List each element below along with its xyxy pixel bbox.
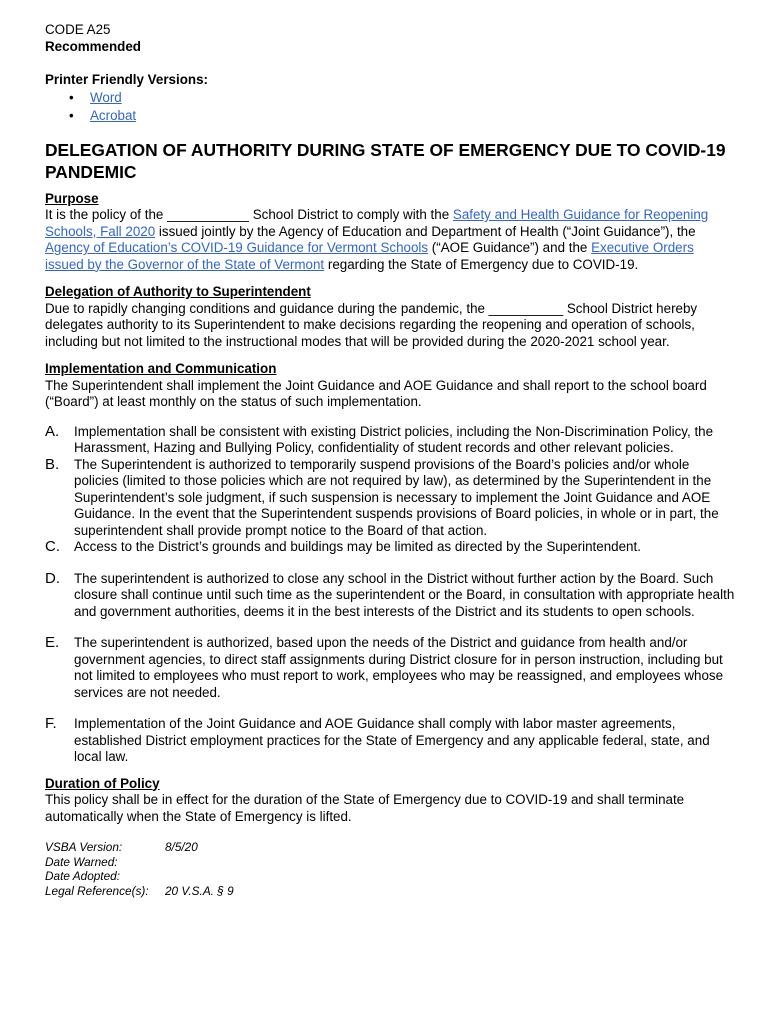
purpose-text-part: regarding the State of Emergency due to COVID-19. [324,256,639,272]
item-letter: A. [45,422,60,440]
list-item [45,635,735,701]
item-letter: C. [45,538,60,555]
implementation-items [45,424,735,766]
delegation-section [45,284,735,350]
item-text: Implementation shall be consistent with existing District policies, including the Non-Discrimination Policy, the Harassment, Hazing and Bullying Policy, confidentiality of student records and other relevant policies. [74,423,714,455]
list-item [90,107,735,125]
printer-friendly-list [45,89,735,125]
duration-text: This policy shall be in effect for the duration of the State of Emergency due to COVID-19 and shall terminate automatically when the State of Emergency is lifted. [45,792,685,824]
item-text: The Superintendent is authorized to temporarily suspend provisions of the Board’s policies and/or whole policies (limited to those policies which are not required by law), as determined by the Superintendent in the Superintendent’s sole judgment, if such suspension is necessary to implement the Joint Guidance and AOE Guidance. In the event that the Superintendent suspends provisions of Board policies, in whole or in part, the superintendent shall provide prompt notice to the Board of that action. [74,456,719,538]
acrobat-link[interactable]: Acrobat [90,107,137,123]
item-letter: D. [45,569,60,587]
implementation-section [45,361,735,766]
delegation-heading: Delegation of Authority to Superintendent [45,284,311,299]
safety-health-guidance-link[interactable]: Safety and Health Guidance for Reopening Schools, Fall 2020 [45,207,709,239]
page-title: DELEGATION OF AUTHORITY DURING STATE OF EMERGENCY DUE TO COVID-19 PANDEMIC [45,139,726,182]
item-letter: B. [45,455,60,473]
executive-orders-link[interactable]: Executive Orders issued by the Governor of the State of Vermont [45,240,694,272]
purpose-heading: Purpose [45,190,99,206]
meta-label: Date Warned: [45,854,118,869]
item-text: The superintendent is authorized, based upon the needs of the District and guidance from health and/or government agencies, to direct staff assignments during District closure for in person instruction, including but not limited to employees who must report to work, employees who may be reassigned, and employees whose services are not needed. [74,635,724,700]
meta-row [45,840,735,855]
meta-label: Date Adopted: [45,869,120,883]
item-text: The superintendent is authorized to close any school in the District without further action by the Board. Such closure shall continue until such time as the superintendent or the Board, in consultation with appropriate health and government authorities, deems it in the best interests of the District and its students to open schools. [74,570,735,619]
item-text: Access to the District’s grounds and buildings may be limited as directed by the Superintendent. [74,539,641,554]
item-letter: F. [45,715,57,732]
policy-metadata [45,840,735,898]
item-text: Implementation of the Joint Guidance and AOE Guidance shall comply with labor master agreements, established District employment practices for the State of Emergency and any applicable federal, state, and local law. [74,716,710,764]
meta-row [45,855,735,870]
duration-section [45,776,735,826]
implementation-heading: Implementation and Communication [45,361,277,376]
list-item [45,457,735,540]
policy-code: CODE A25 [45,22,111,37]
meta-label: VSBA Version: [45,840,123,854]
word-link[interactable]: Word [90,89,122,105]
meta-row [45,869,735,884]
purpose-section [45,191,735,274]
meta-value: 20 V.S.A. § 9 [165,883,234,898]
list-item [45,539,735,556]
list-item [45,424,735,457]
item-letter: E. [45,634,60,651]
meta-label: Legal Reference(s): [45,883,149,898]
delegation-text: Due to rapidly changing conditions and guidance during the pandemic, the __________ School District hereby delegates authority to its Superintendent to make decisions regarding the reopening and operation of schools, including but not limited to the instructional modes that will be provided during the 2020-2021 school year. [45,300,698,349]
purpose-text [45,207,735,273]
duration-heading: Duration of Policy [45,775,160,791]
implementation-text: The Superintendent shall implement the Joint Guidance and AOE Guidance and shall report to the school board (“Board”) at least monthly on the status of such implementation. [45,377,707,409]
policy-document [45,22,735,898]
policy-status: Recommended [45,38,141,54]
meta-value: 8/5/20 [165,840,198,854]
purpose-text-part: issued jointly by the Agency of Education and Department of Health (“Joint Guidance”), the [155,223,696,239]
list-item [90,89,735,107]
list-item [45,716,735,766]
list-item [45,571,735,621]
printer-friendly-label: Printer Friendly Versions: [45,72,208,87]
meta-row [45,884,735,899]
purpose-text-part: It is the policy of the ___________ School District to comply with the [45,207,453,222]
purpose-text-part: (“AOE Guidance”) and the [428,240,592,255]
aoe-covid-guidance-link[interactable]: Agency of Education’s COVID-19 Guidance for Vermont Schools [45,240,429,255]
